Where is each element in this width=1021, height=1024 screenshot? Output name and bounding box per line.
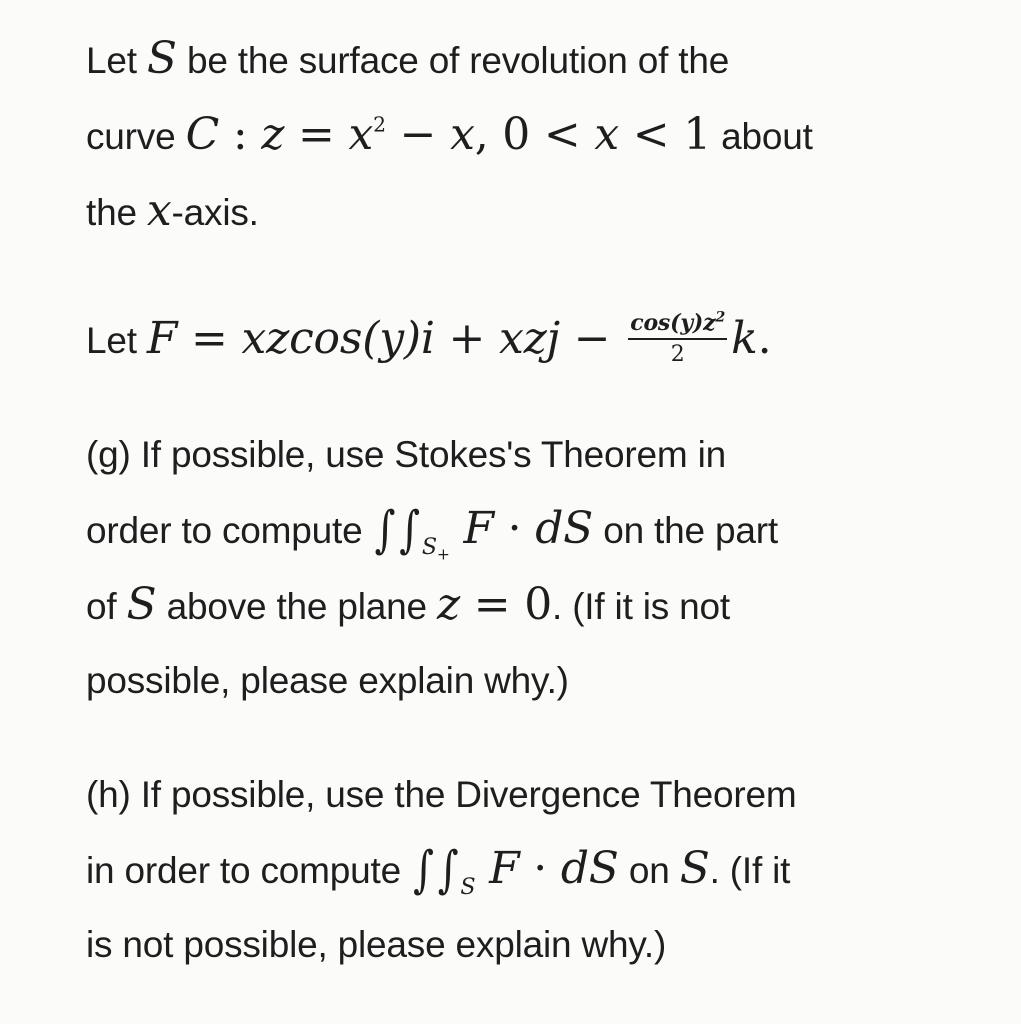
math-exponent: 2 xyxy=(373,112,386,137)
text: curve xyxy=(86,116,186,157)
math-symbol: S xyxy=(146,33,177,84)
math-number: 0 xyxy=(524,579,553,630)
part-h-line-2 xyxy=(86,832,961,908)
text: be the surface of revolution of the xyxy=(176,40,730,81)
fraction-denominator: 2 xyxy=(670,342,685,368)
math-symbol: x xyxy=(594,109,619,160)
math-op: = xyxy=(284,109,349,160)
text: about xyxy=(711,116,813,157)
text: . (If it is not xyxy=(552,586,730,627)
integral-sign: ∫ xyxy=(413,841,434,899)
math-op: − xyxy=(385,109,451,160)
math-symbol: z xyxy=(437,579,460,630)
text: -axis. xyxy=(171,192,259,233)
math-term: xzj xyxy=(498,313,560,364)
text: cos(y)z xyxy=(630,310,716,337)
math-op: + xyxy=(434,313,499,364)
math-symbol: x xyxy=(146,185,172,236)
spacer xyxy=(86,718,961,758)
math-op: . xyxy=(757,313,772,364)
part-g-line-3 xyxy=(86,568,961,644)
text: . (If it xyxy=(709,850,791,891)
math-symbol: F xyxy=(489,843,520,894)
math-op: < xyxy=(618,109,684,160)
integral-subscript: S xyxy=(460,874,476,901)
math-fraction xyxy=(628,311,727,367)
field-line xyxy=(86,302,961,378)
intro-line-3 xyxy=(86,174,961,250)
integral-sign: ∫ xyxy=(437,841,459,899)
math-op: , xyxy=(474,109,503,160)
math-op: + xyxy=(436,545,450,564)
integral-sign: ∫ xyxy=(399,501,420,559)
text: Let xyxy=(86,40,147,81)
text: of xyxy=(86,586,127,627)
math-symbol: S xyxy=(421,534,437,561)
math-op: = xyxy=(459,579,525,630)
field-definition xyxy=(86,302,961,378)
spacer xyxy=(86,378,961,418)
math-symbol: F xyxy=(463,503,494,554)
text: in order to compute xyxy=(86,850,412,891)
math-symbol: x xyxy=(450,109,475,160)
math-symbol: C xyxy=(185,109,220,160)
integral-sign: ∫ xyxy=(374,501,396,559)
part-g-line-1: (g) If possible, use Stokes's Theorem in xyxy=(86,434,727,475)
part-h xyxy=(86,758,961,982)
math-symbol: dS xyxy=(560,843,619,894)
math-number: 1 xyxy=(683,109,712,160)
spacer xyxy=(86,250,961,302)
text: the xyxy=(86,192,147,233)
text: order to compute xyxy=(86,510,373,551)
math-term: xzcos xyxy=(241,313,363,364)
part-g xyxy=(86,418,961,718)
part-h-line-3: is not possible, please explain why.) xyxy=(86,924,667,965)
math-symbol: k xyxy=(731,313,758,364)
part-g-line-2 xyxy=(86,492,961,568)
math-op: · xyxy=(493,503,536,554)
math-symbol: dS xyxy=(535,503,594,554)
text: Let xyxy=(86,320,147,361)
math-symbol: x xyxy=(348,109,374,160)
math-term: (y) xyxy=(362,313,421,364)
math-op: < xyxy=(530,109,595,160)
part-g-line-4: possible, please explain why.) xyxy=(86,660,569,701)
intro-paragraph xyxy=(86,22,961,250)
intro-line-1 xyxy=(86,22,961,98)
math-op: · xyxy=(519,843,561,894)
text: on xyxy=(618,850,680,891)
intro-line-2 xyxy=(86,98,961,174)
fraction-numerator xyxy=(628,311,727,340)
text: on the part xyxy=(593,510,778,551)
math-op: − xyxy=(560,313,625,364)
math-symbol: i xyxy=(420,313,435,364)
part-h-line-1: (h) If possible, use the Divergence Theorem xyxy=(86,774,797,815)
text: above the plane xyxy=(156,586,437,627)
math-op: : xyxy=(219,109,262,160)
math-op: = xyxy=(177,313,242,364)
math-symbol: S xyxy=(679,843,710,894)
math-number: 0 xyxy=(502,109,531,160)
math-symbol: z xyxy=(261,109,285,160)
integral-subscript xyxy=(421,534,450,564)
math-symbol: S xyxy=(126,579,157,630)
math-symbol: F xyxy=(146,313,178,364)
math-exponent: 2 xyxy=(715,309,726,326)
